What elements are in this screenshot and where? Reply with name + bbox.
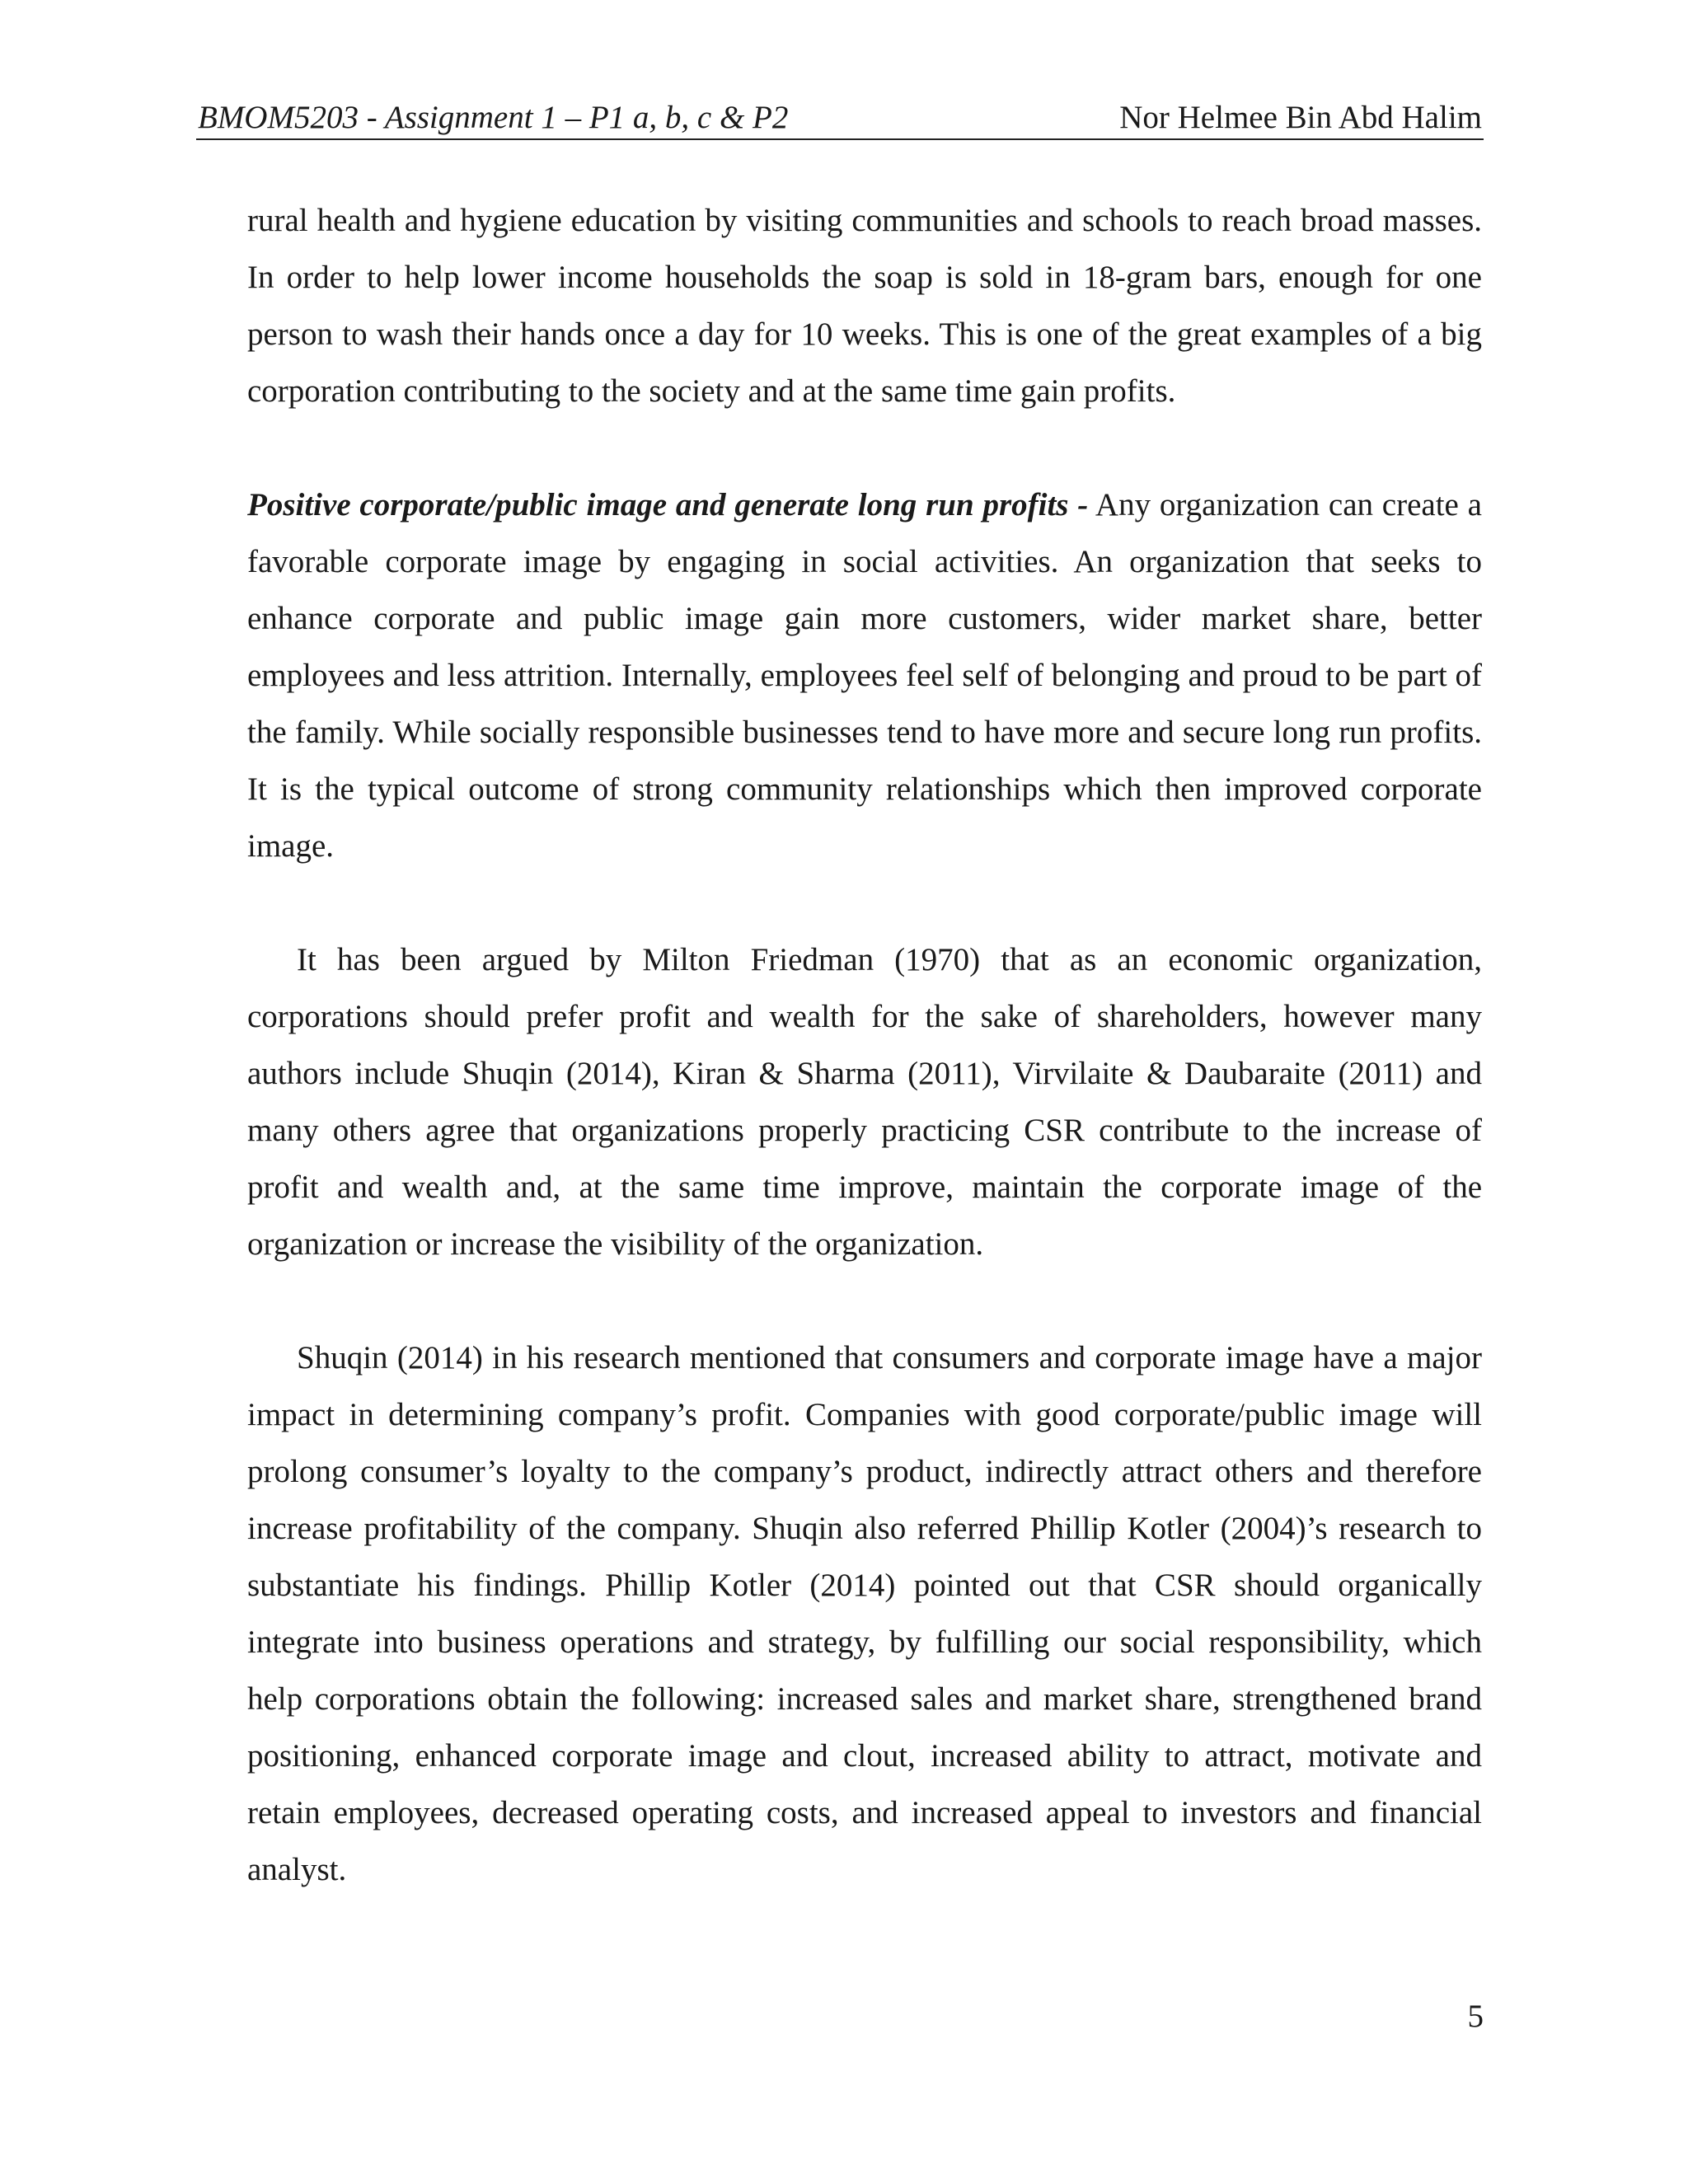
- paragraph-corporate-image-text: Any organization can create a favorable corporate image by engaging in social activities. An organization that seeks to enhance corporate and public image gain more customers, wider market share, better employees and less attrition. Internally, employees feel self of belonging and proud to be part of the family. While socially responsible businesses tend to have more and secure long run profits. It is the typical outcome of strong community relationships which then improved corporate image.: [247, 487, 1482, 864]
- header-author-name: Nor Helmee Bin Abd Halim: [1119, 100, 1482, 135]
- page-header: [196, 97, 1484, 140]
- document-body: [247, 192, 1482, 1898]
- header-course-title: BMOM5203 - Assignment 1 – P1 a, b, c & P2: [198, 100, 789, 135]
- page-number: 5: [1467, 1999, 1484, 2034]
- paragraph-corporate-image: [247, 476, 1482, 874]
- paragraph-lead-heading: Positive corporate/public image and generate long run profits -: [247, 487, 1089, 523]
- paragraph-shuqin: Shuqin (2014) in his research mentioned that consumers and corporate image have a major impact in determining company’s profit. Companies with good corporate/public image will prolong consumer’s loyalty to the company’s product, indirectly attract others and therefore increase profitability of the company. Shuqin also referred Phillip Kotler (2004)’s research to substantiate his findings. Phillip Kotler (2014) pointed out that CSR should organically integrate into business operations and strategy, by fulfilling our social responsibility, which help corporations obtain the following: increased sales and market share, strengthened brand positioning, enhanced corporate image and clout, increased ability to attract, motivate and retain employees, decreased operating costs, and increased appeal to investors and financial analyst.: [247, 1340, 1482, 1887]
- paragraph-friedman: It has been argued by Milton Friedman (1970) that as an economic organization, corporations should prefer profit and wealth for the sake of shareholders, however many authors include Shuqin (2014), Kiran & Sharma (2011), Virvilaite & Daubaraite (2011) and many others agree that organizations properly practicing CSR contribute to the increase of profit and wealth and, at the same time improve, maintain the corporate image of the organization or increase the visibility of the organization.: [247, 942, 1482, 1262]
- paragraph-intro: rural health and hygiene education by visiting communities and schools to reach broad masses. In order to help lower income households the soap is sold in 18-gram bars, enough for one person to wash their hands once a day for 10 weeks. This is one of the great examples of a big corporation contributing to the society and at the same time gain profits.: [247, 203, 1482, 409]
